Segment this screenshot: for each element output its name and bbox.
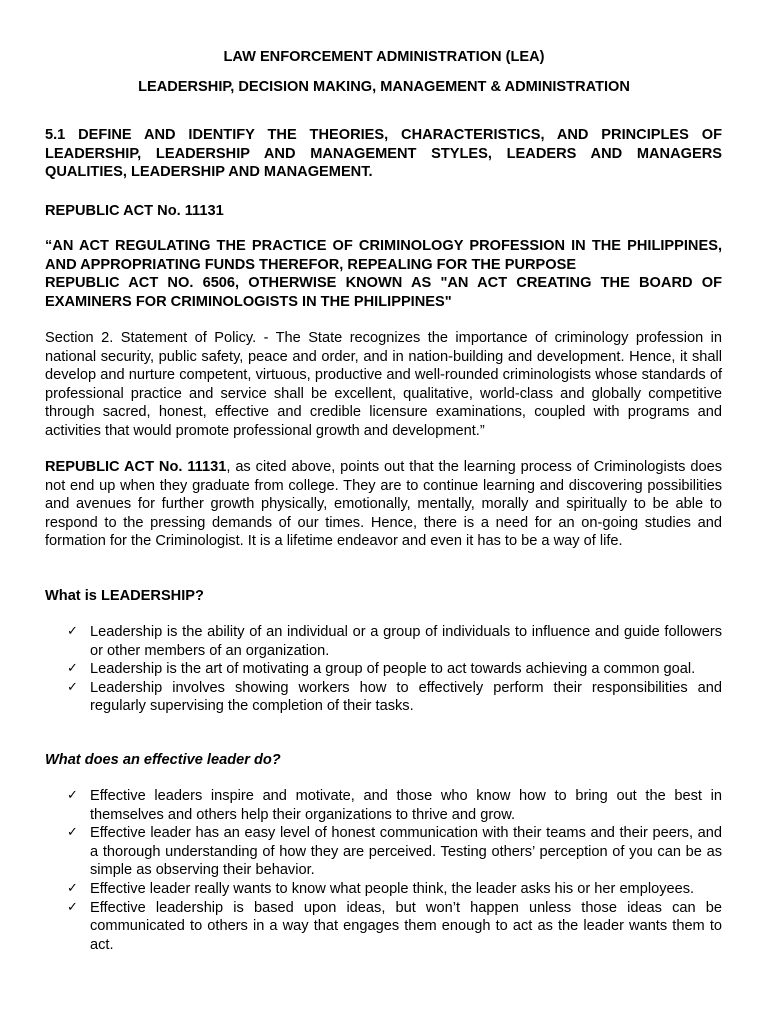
effective-leader-list bbox=[45, 787, 722, 954]
list-item bbox=[45, 787, 722, 824]
checkmark-icon: ✓ bbox=[67, 624, 78, 639]
checkmark-icon: ✓ bbox=[67, 899, 78, 915]
list-item-text: Effective leaders inspire and motivate, and those who know how to bring out the best in themselves and others help their organizations to thrive and grow. bbox=[90, 788, 722, 823]
leadership-list bbox=[45, 623, 722, 716]
act-title-line1: “AN ACT REGULATING THE PRACTICE OF CRIMINOLOGY PROFESSION IN THE PHILIPPINES, AND APPROPRIATING FUNDS THEREFOR, REPEALING FOR THE PURPOSE bbox=[45, 238, 722, 273]
act-title-line2: REPUBLIC ACT NO. 6506, OTHERWISE KNOWN AS "AN ACT CREATING THE BOARD OF EXAMINERS FOR CRIMINOLOGISTS IN THE PHILIPPINES" bbox=[45, 275, 722, 310]
list-item bbox=[45, 660, 722, 679]
checkmark-icon: ✓ bbox=[67, 661, 78, 677]
republic-act-paragraph bbox=[45, 458, 722, 551]
document-title: LAW ENFORCEMENT ADMINISTRATION (LEA) bbox=[223, 49, 545, 65]
republic-act-paragraph-text: , as cited above, points out that the learning process of Criminologists does not end up when they graduate from college. They are to continue learning and discovering possibilities and avenues for further growth physically, emotionally, mentally, morally and spiritually to be able to respond to the pressing demands of our times. Hence, there is a need for an on-going studies and formation for the Criminologist. It is a lifetime endeavor and even it has to be a way of life. bbox=[45, 459, 722, 550]
list-item bbox=[45, 623, 722, 660]
republic-act-heading: REPUBLIC ACT No. 11131 bbox=[45, 203, 224, 219]
list-item-text: Leadership is the ability of an individual or a group of individuals to influence and guide followers or other members of an organization. bbox=[90, 624, 722, 659]
list-item-text: Leadership involves showing workers how to effectively perform their responsibilities and regularly supervising the completion of their tasks. bbox=[90, 679, 722, 715]
checkmark-icon: ✓ bbox=[67, 679, 78, 695]
republic-act-inline-bold: REPUBLIC ACT No. 11131 bbox=[45, 459, 227, 475]
list-item bbox=[45, 824, 722, 880]
checkmark-icon: ✓ bbox=[67, 880, 78, 896]
leadership-question: What is LEADERSHIP? bbox=[45, 588, 204, 604]
list-item-text: Effective leadership is based upon ideas, but won’t happen unless those ideas can be communicated to others in a way that engages them enough to act as the leader wants them to act. bbox=[90, 899, 722, 953]
effective-leader-question: What does an effective leader do? bbox=[45, 752, 281, 768]
list-item bbox=[45, 899, 722, 955]
list-item-text: Effective leader has an easy level of honest communication with their teams and their peers, and a thorough understanding of how they are perceived. Testing others’ perception of you can be as simple as observing their behavior. bbox=[90, 825, 722, 879]
checkmark-icon: ✓ bbox=[67, 788, 78, 803]
section-heading: 5.1 DEFINE AND IDENTIFY THE THEORIES, CHARACTERISTICS, AND PRINCIPLES OF LEADERSHIP, LEADERSHIP AND MANAGEMENT STYLES, LEADERS AND MANAGERS QUALITIES, LEADERSHIP AND MANAGEMENT. bbox=[45, 127, 722, 181]
list-item bbox=[45, 880, 722, 899]
statement-of-policy: Section 2. Statement of Policy. - The State recognizes the importance of criminology profession in national security, public safety, peace and order, and in nation-building and development. Hence, it shall develop and nurture competent, virtuous, productive and well-rounded criminologists whose standards of professional practice and service shall be excellent, qualitative, world-class and globally competitive through sacred, honest, effective and credible licensure examinations, coupled with programs and activities that would promote professional growth and development.” bbox=[45, 330, 722, 439]
list-item bbox=[45, 679, 722, 716]
list-item-text: Leadership is the art of motivating a group of people to act towards achieving a common goal. bbox=[90, 661, 696, 678]
act-title bbox=[45, 237, 722, 311]
list-item-text: Effective leader really wants to know what people think, the leader asks his or her employees. bbox=[90, 880, 695, 897]
document-subtitle: LEADERSHIP, DECISION MAKING, MANAGEMENT & ADMINISTRATION bbox=[138, 79, 630, 95]
checkmark-icon: ✓ bbox=[67, 825, 78, 841]
